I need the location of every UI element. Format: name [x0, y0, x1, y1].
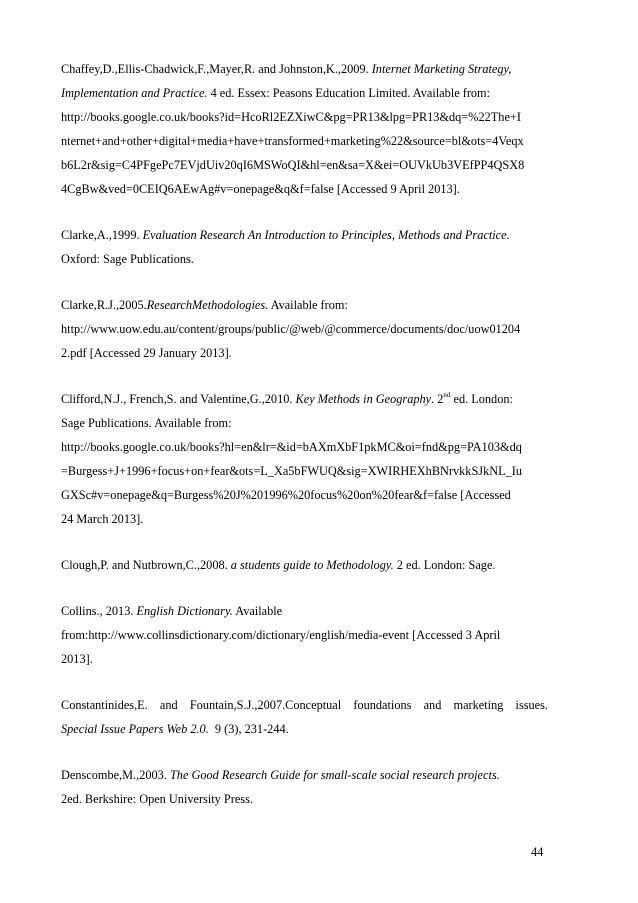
reference-line: Oxford: Sage Publications.	[61, 252, 194, 266]
reference-url-line: 4CgBw&ved=0CEIQ6AEwAg#v=onepage&q&f=false [Accessed 9 April 2013].	[61, 182, 460, 196]
reference-line: Collins., 2013. English Dictionary. Available	[61, 604, 283, 618]
reference-url-line: nternet+and+other+digital+media+have+transformed+marketing%22&source=bl&ots=4Veqx	[61, 134, 524, 148]
reference-entry-denscombe	[61, 763, 548, 811]
reference-url-line: GXSc#v=onepage&q=Burgess%20J%201996%20focus%20on%20fear&f=false [Accessed	[61, 488, 511, 502]
reference-line: Constantinides,E. and Fountain,S.J.,2007.Conceptual foundations and marketing issues.	[61, 698, 548, 712]
reference-entry-clough	[61, 553, 548, 577]
reference-entry-clarke-rj	[61, 293, 548, 365]
reference-line: Clarke,A.,1999. Evaluation Research An Introduction to Principles, Methods and Practice.	[61, 228, 510, 242]
reference-entry-collins	[61, 599, 548, 671]
reference-line: Special Issue Papers Web 2.0. 9 (3), 231-244.	[61, 722, 289, 736]
reference-url-line: http://books.google.co.uk/books?hl=en&lr=&id=bAXmXbF1pkMC&oi=fnd&pg=PA103&dq	[61, 440, 522, 454]
reference-url-line: =Burgess+J+1996+focus+on+fear&ots=L_Xa5bFWUQ&sig=XWIRHEXhBNrvkkSJkNL_Iu	[61, 464, 523, 478]
reference-line: Chaffey,D.,Ellis-Chadwick,F.,Mayer,R. and Johnston,K.,2009. Internet Marketing Strategy,	[61, 62, 512, 76]
reference-line: 24 March 2013].	[61, 512, 144, 526]
reference-entry-chaffey	[61, 57, 548, 201]
reference-line: Clifford,N.J., French,S. and Valentine,G.,2010. Key Methods in Geography. 2nd ed. London:	[61, 391, 513, 406]
reference-line: Implementation and Practice. 4 ed. Essex: Peasons Education Limited. Available from:	[61, 86, 491, 100]
reference-line: Clarke,R.J.,2005.ResearchMethodologies. Available from:	[61, 298, 348, 312]
reference-entry-constantinides	[61, 693, 548, 741]
reference-url-line: http://www.uow.edu.au/content/groups/public/@web/@commerce/documents/doc/uow01204	[61, 322, 521, 336]
reference-line: Clough,P. and Nutbrown,C.,2008. a students guide to Methodology. 2 ed. London: Sage.	[61, 558, 496, 572]
reference-line: Sage Publications. Available from:	[61, 416, 232, 430]
reference-list	[61, 57, 548, 833]
reference-url-line: http://books.google.co.uk/books?id=HcoRl2EZXiwC&pg=PR13&lpg=PR13&dq=%22The+I	[61, 110, 521, 124]
reference-entry-clarke-a	[61, 223, 548, 271]
reference-line: 2.pdf [Accessed 29 January 2013].	[61, 346, 232, 360]
reference-entry-clifford	[61, 387, 548, 531]
reference-line: 2013].	[61, 652, 93, 666]
reference-line: 2ed. Berkshire: Open University Press.	[61, 792, 253, 806]
reference-url-line: from:http://www.collinsdictionary.com/dictionary/english/media-event [Accessed 3 April	[61, 628, 501, 642]
reference-url-line: b6L2r&sig=C4PFgePc7EVjdUiv20qI6MSWoQI&hl=en&sa=X&ei=OUVkUb3VEfPP4QSX8	[61, 158, 525, 172]
page-number: 44	[531, 845, 544, 859]
reference-line: Denscombe,M.,2003. The Good Research Guide for small-scale social research projects.	[61, 768, 500, 782]
